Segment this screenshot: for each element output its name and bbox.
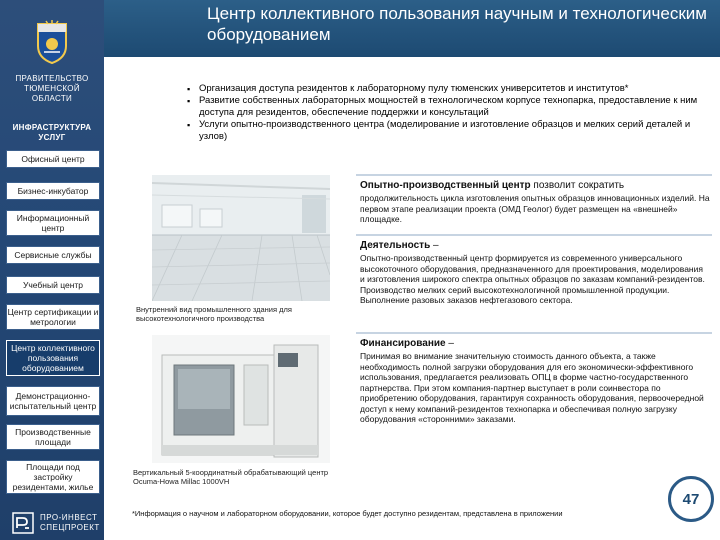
bullet-item: ▪ Развитие собственных лабораторных мощностей в технологическом корпусе технопарка, предоставление к ним доступа для резидентов, обеспечение поддержки и консультаций <box>187 95 706 119</box>
sidebar-item-label: Сервисные службы <box>14 250 92 260</box>
logo-text-line1: ПРО-ИНВЕСТ <box>40 513 98 522</box>
activity-title: Деятельность <box>360 240 431 251</box>
pro-invest-logo <box>10 510 100 536</box>
sidebar <box>0 0 104 540</box>
machining-center-photo <box>152 335 330 463</box>
sidebar-item-label: Бизнес-инкубатор <box>17 186 89 196</box>
logo-text-line2: СПЕЦПРОЕКТ <box>40 523 100 532</box>
photo2-caption: Вертикальный 5-координатный обрабатывающий центр Ocuma-Howa Millac 1000VH <box>133 468 329 486</box>
opc-heading <box>360 180 710 192</box>
sidebar-item-residential-areas[interactable] <box>6 460 100 494</box>
sidebar-item-label: Площади под застройку резидентами, жилье <box>12 462 94 492</box>
activity-text: Опытно-производственный центр формируется из современного универсального высокоточного оборудования, предназначенного для проектирования, моделирования и изготовления широкого спектра опытных образцов по заказам компаний-резидентов. Производство мелких серий высокотехнологичной промышленной продукции. Выполнение разовых заказов нефтегазового сектора. <box>360 253 705 305</box>
sidebar-item-label: Информационный центр <box>16 213 90 233</box>
industrial-hall-photo <box>152 175 330 301</box>
opc-title-suffix: позволит сократить <box>530 180 625 191</box>
sidebar-item-office-center[interactable] <box>6 150 100 168</box>
government-label: ПРАВИТЕЛЬСТВО ТЮМЕНСКОЙ ОБЛАСТИ <box>15 74 89 103</box>
sidebar-item-information-center[interactable] <box>6 210 100 236</box>
sidebar-item-label: Центр сертификации и метрологии <box>7 307 99 327</box>
pro-invest-logo-icon <box>12 512 34 534</box>
finance-title-suffix: – <box>445 338 454 349</box>
page-title: Центр коллективного пользования научным и технологическим оборудованием <box>207 4 707 44</box>
footnote: *Информация о научном и лабораторном оборудовании, которое будет доступно резидентам, представлена в приложении <box>132 509 563 518</box>
sidebar-item-training-center[interactable] <box>6 276 100 294</box>
bullet-item: ▪ Услуги опытно-производственного центра (моделирование и изготовление образцов и мелких серий деталей и узлов) <box>187 119 706 143</box>
finance-title: Финансирование <box>360 338 446 349</box>
section-divider <box>356 332 712 334</box>
coat-of-arms-icon <box>34 20 70 64</box>
sidebar-item-shared-equipment-center[interactable] <box>6 340 100 376</box>
sidebar-item-label: Офисный центр <box>21 154 85 164</box>
sidebar-item-label: Учебный центр <box>22 280 84 290</box>
sidebar-item-certification-center[interactable] <box>6 304 100 330</box>
sidebar-item-label: Центр коллективного пользования оборудованием <box>11 343 95 373</box>
finance-heading <box>360 338 710 350</box>
section-divider <box>356 174 712 176</box>
sidebar-item-label: Производственные площади <box>15 427 91 447</box>
bullet-item: ▪ Организация доступа резидентов к лабораторному пулу тюменских университетов и институтов* <box>187 83 706 95</box>
opc-text: продолжительность цикла изготовления опытных образцов инновационных изделий. На первом этапе реализации проекта (ОМД Геолог) будет размещен на «внешней» площадке. <box>360 193 710 224</box>
section-divider <box>356 234 712 236</box>
finance-text: Принимая во внимание значительную стоимость данного объекта, а также необходимость полной загрузки оборудования для его экономически-эффективного использования, предлагается реализовать ОПЦ в форме частно-государственного партнерства. При этом компания-партнер выступает в роли соинвестора по приобретению оборудования, гарантируя сохранность оборудования, первоочередной доступ к нему компаний-резидентов технопарка и обеспечивая полную загрузку оборудования «сторонними» заказами. <box>360 351 704 424</box>
bullet-list <box>179 80 710 151</box>
sidebar-item-production-areas[interactable] <box>6 424 100 450</box>
sidebar-item-label: Демонстрационно-испытательный центр <box>9 391 97 411</box>
infrastructure-label: ИНФРАСТРУКТУРА УСЛУГ <box>12 123 92 142</box>
photo1-caption: Внутренний вид промышленного здания для высокотехнологичного производства <box>136 305 292 323</box>
sidebar-item-service-departments[interactable] <box>6 246 100 264</box>
sidebar-item-business-incubator[interactable] <box>6 182 100 200</box>
opc-title: Опытно-производственный центр <box>360 180 531 191</box>
sidebar-item-demonstration-center[interactable] <box>6 386 100 416</box>
activity-heading <box>360 240 710 252</box>
pro-invest-logo-text <box>40 513 100 533</box>
activity-title-suffix: – <box>430 240 439 251</box>
page-number: 47 <box>668 476 714 522</box>
